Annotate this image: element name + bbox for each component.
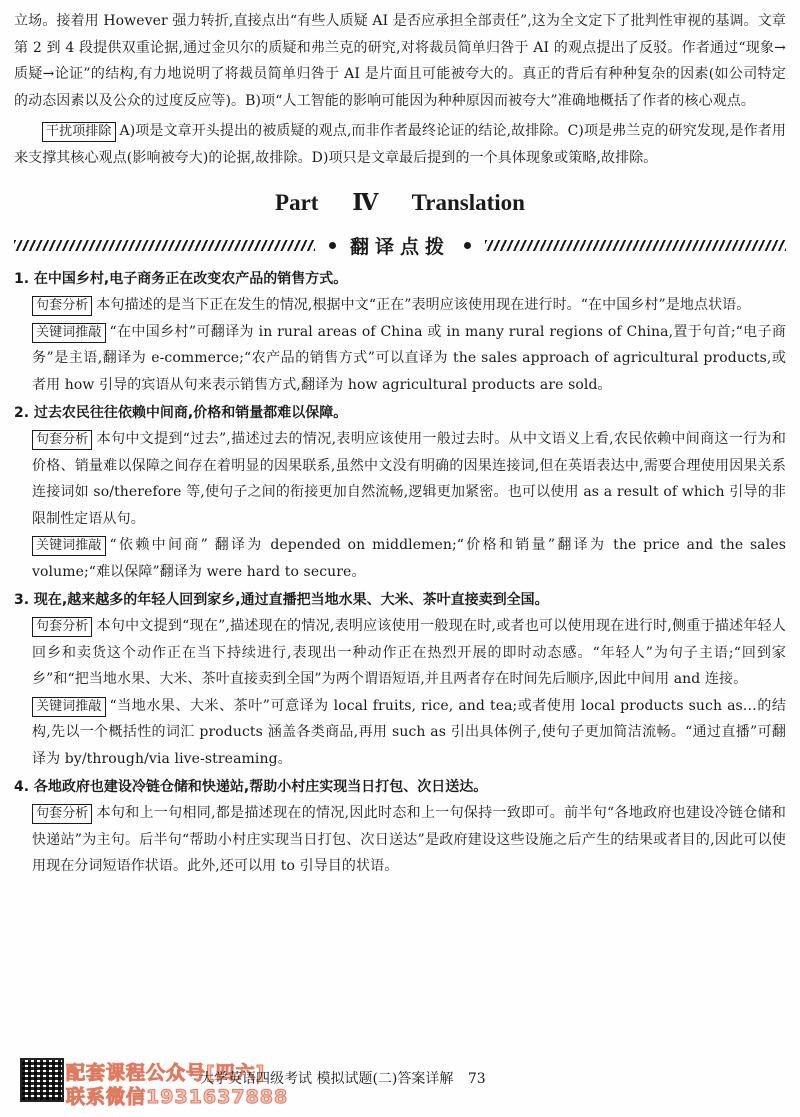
distractor-tag: 干扰项排除: [42, 122, 116, 142]
keywords-text: “依赖中间商” 翻译为 depended on middlemen;“价格和销量”翻译为 the price and the sales volume;“难以保障”翻译为 were hard to secure。: [32, 537, 786, 580]
keywords-text: “在中国乡村”可翻译为 in rural areas of China 或 in many rural regions of China,置于句首;“电子商务”是主语,翻译为 e-commerce;“农产品的销售方式”可以直译为 the sales approach of agricultural products,或者用 how 引导的宾语从句来表示销售方式,翻译为 how agricultural products are sold。: [32, 323, 786, 393]
intro-paragraph: 立场。接着用 However 强力转折,直接点出“有些人质疑 AI 是否应承担全部责任”,这为全文定下了批判性审视的基调。文章第 2 到 4 段提供双重论据,通过金贝尔的质疑和弗兰克的研究,对将裁员简单归咎于 AI 的观点提出了反驳。作者通过“现象→质疑→论证”的结构,有力地说明了将裁员简单归咎于 AI 是片面且可能被夸大的。真正的背后有种种复杂的因素(如公司特定的动态因素以及公众的过度反应等)。B)项“人工智能的影响可能因为种种原因而被夸大”准确地概括了作者的核心观点。: [14, 13, 786, 109]
banner-stripes-right: [485, 240, 786, 251]
banner-dot-right: [464, 242, 471, 249]
banner-stripes-left: [14, 240, 315, 251]
analysis-text: 本句描述的是当下正在发生的情况,根据中文“正在”表明应该使用现在进行时。“在中国乡村”是地点状语。: [96, 297, 751, 313]
watermark-line-2: 联系微信1931637888: [66, 1086, 289, 1108]
analysis-3: [32, 613, 786, 693]
question-3: 3. 现在,越来越多的年轻人回到家乡,通过直播把当地水果、大米、茶叶直接卖到全国。: [14, 592, 549, 608]
analysis-tag: 句套分析: [32, 296, 92, 316]
analysis-2: [32, 426, 786, 532]
keywords-tag: 关键词推敲: [32, 536, 106, 556]
section-banner: [14, 230, 786, 260]
keywords-text: “当地水果、大米、茶叶”可意译为 local fruits, rice, and tea;或者使用 local products such as…的结构,先以一个概括性的词汇 products 涵盖各类商品,再用 such as 引出具体例子,使句子更加简洁流畅。“通过直播”可翻译为 by/through/via live-streaming。: [32, 697, 786, 767]
analysis-tag: 句套分析: [32, 617, 92, 637]
page-number: 73: [467, 1071, 486, 1087]
running-title: 大学英语四级考试 模拟试题(二)答案详解: [200, 1071, 454, 1087]
banner-title: 翻译点拨: [350, 235, 451, 258]
watermark-line-1: 配套课程公众号[四六]: [66, 1062, 266, 1084]
analysis-tag: 句套分析: [32, 804, 92, 824]
question-1: 1. 在中国乡村,电子商务正在改变农产品的销售方式。: [14, 271, 348, 287]
analysis-tag: 句套分析: [32, 430, 92, 450]
footer-running-title: [200, 1068, 486, 1088]
analysis-4: [32, 800, 786, 880]
keywords-2: [32, 532, 786, 585]
part-title: Part Ⅳ Translation: [275, 190, 525, 215]
question-2: 2. 过去农民往往依赖中间商,价格和销量都难以保障。: [14, 405, 348, 421]
distractor-text: A)项是文章开头提出的被质疑的观点,而非作者最终论证的结论,故排除。C)项是弗兰克的研究发现,是作者用来支撑其核心观点(影响被夸大)的论据,故排除。D)项只是文章最后提到的一个具体现象或策略,故排除。: [14, 123, 786, 166]
distractor-paragraph: [14, 118, 786, 171]
question-4: 4. 各地政府也建设冷链仓储和快递站,帮助小村庄实现当日打包、次日送达。: [14, 779, 488, 795]
page-footer: [0, 1058, 800, 1117]
analysis-text: 本句和上一句相同,都是描述现在的情况,因此时态和上一句保持一致即可。前半句“各地政府也建设冷链仓储和快递站”为主句。后半句“帮助小村庄实现当日打包、次日送达”是政府建设这些设施之后产生的结果或者目的,因此可以使用现在分词短语作状语。此外,还可以用 to 引导目的状语。: [32, 805, 786, 874]
qr-code-icon: [20, 1058, 64, 1102]
analysis-text: 本句中文提到“现在”,描述现在的情况,表明应该使用一般现在时,或者也可以使用现在进行时,侧重于描述年轻人回乡和卖货这个动作正在当下持续进行,表现出一种动作正在热烈开展的即时动态感。“年轻人”为句子主语;“回到家乡”和“把当地水果、大米、茶叶直接卖到全国”为两个谓语短语,并且两者存在时间先后顺序,因此中间用 and 连接。: [32, 618, 786, 687]
keywords-1: [32, 319, 786, 399]
page: [14, 8, 786, 880]
keywords-tag: 关键词推敲: [32, 697, 106, 717]
banner-dot-left: [329, 242, 336, 249]
analysis-text: 本句中文提到“过去”,描述过去的情况,表明应该使用一般过去时。从中文语义上看,农民依赖中间商这一行为和价格、销量难以保障之间存在着明显的因果联系,虽然中文没有明确的因果连接词,但在英语表达中,需要合理使用因果关系连接词如 so/therefore 等,使句子之间的衔接更加自然流畅,逻辑更加紧密。也可以使用 as a result of which 引导的非限制性定语从句。: [32, 431, 786, 527]
keywords-3: [32, 693, 786, 773]
analysis-1: [32, 292, 786, 319]
keywords-tag: 关键词推敲: [32, 323, 106, 343]
